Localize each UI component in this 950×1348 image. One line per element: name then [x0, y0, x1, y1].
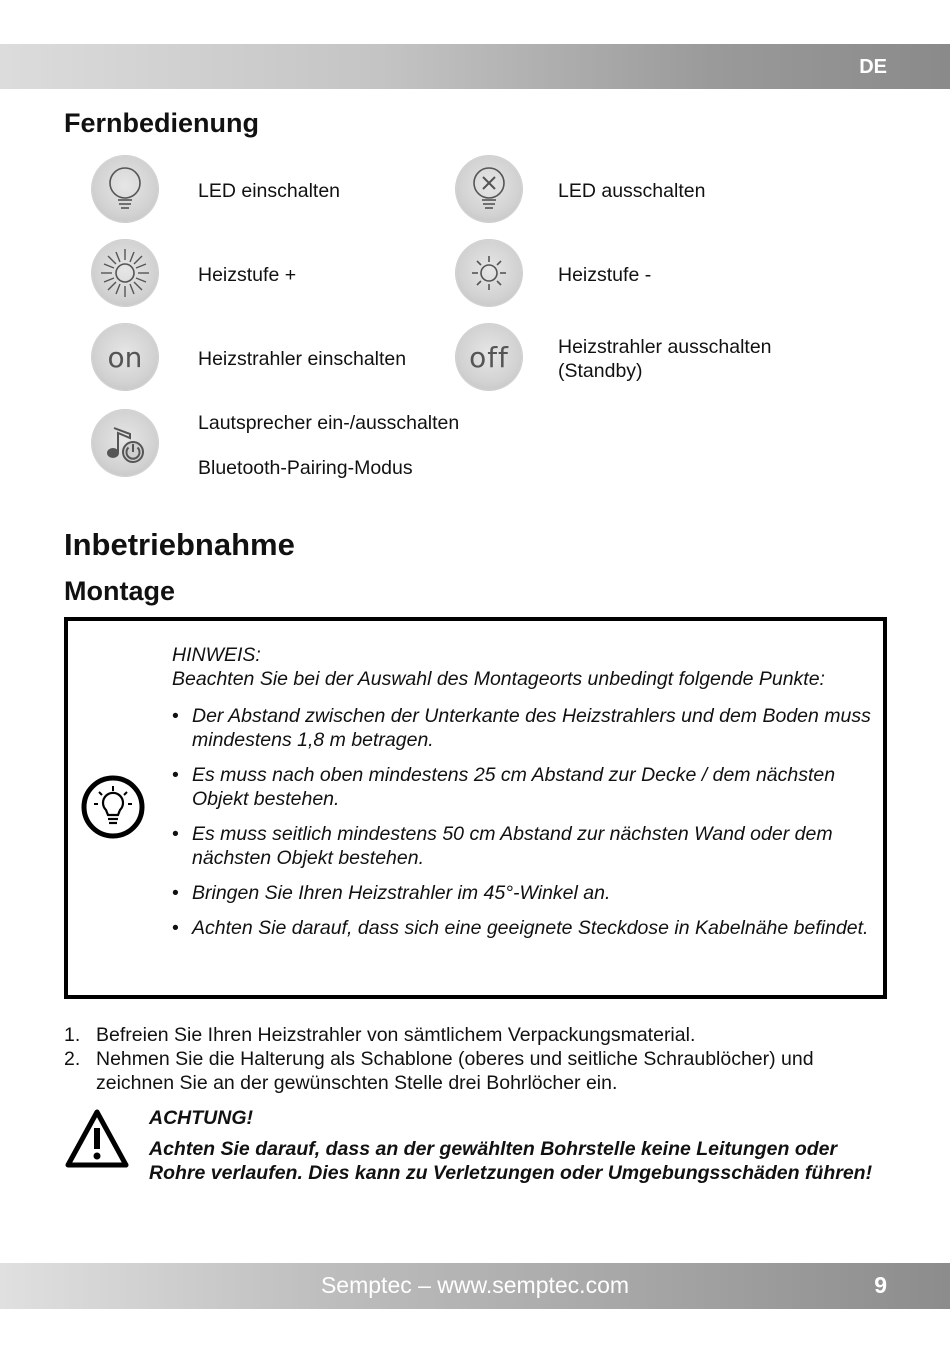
- warning-body: Achten Sie darauf, dass an der gewählten Bohrstelle keine Leitungen oder Rohre verlaufen. Dies kann zu Verletzungen oder Umgebungsschäden führen!: [149, 1138, 873, 1184]
- note-text: [172, 643, 872, 951]
- speaker-music-power-icon: [92, 410, 158, 476]
- steps-list: [64, 1023, 884, 1095]
- led-off-bulb-icon: [456, 156, 522, 222]
- led-on-label: LED einschalten: [198, 180, 341, 202]
- note-box: [64, 617, 887, 999]
- section-subtitle: Montage: [64, 576, 175, 606]
- note-intro: Beachten Sie bei der Auswahl des Montageorts unbedingt folgende Punkte:: [172, 668, 825, 690]
- on-icon-text: on: [107, 340, 143, 374]
- heater-off-label: Heizstrahler ausschalten (Standby): [558, 336, 772, 382]
- section-title: Inbetriebnahme: [64, 527, 295, 562]
- heat-minus-sun-icon: [456, 240, 522, 306]
- off-icon-text: off: [469, 340, 509, 374]
- off-icon: [456, 324, 522, 390]
- step-text: Befreien Sie Ihren Heizstrahler von sämtlichem Verpackungsmaterial.: [96, 1024, 696, 1046]
- step-item: [64, 1047, 884, 1095]
- note-bullet: • Bringen Sie Ihren Heizstrahler im 45°-Winkel an.: [172, 881, 872, 905]
- bluetooth-pairing-label: Bluetooth-Pairing-Modus: [198, 457, 413, 479]
- heater-on-label: Heizstrahler einschalten: [198, 348, 407, 370]
- step-number: 2.: [64, 1048, 81, 1070]
- warning-triangle-icon: [64, 1108, 130, 1170]
- note-title: HINWEIS:: [172, 644, 261, 666]
- note-bullet: • Es muss seitlich mindestens 50 cm Abstand zur nächsten Wand oder dem nächsten Objekt bestehen.: [172, 822, 872, 870]
- on-icon: [92, 324, 158, 390]
- language-label: DE: [859, 56, 887, 78]
- remote-heading: Fernbedienung: [64, 108, 259, 138]
- note-bullet-list: [172, 704, 872, 940]
- heat-plus-label: Heizstufe +: [198, 264, 297, 286]
- note-bullet: • Es muss nach oben mindestens 25 cm Abstand zur Decke / dem nächsten Objekt bestehen.: [172, 763, 872, 811]
- lightbulb-hint-icon: [80, 774, 146, 840]
- speaker-label: Lautsprecher ein-/ausschalten: [198, 412, 460, 434]
- page-number: 9: [874, 1272, 887, 1298]
- led-on-bulb-icon: [92, 156, 158, 222]
- footer-text: Semptec – www.semptec.com: [320, 1272, 630, 1298]
- heat-plus-sun-icon: [92, 240, 158, 306]
- step-text: Nehmen Sie die Halterung als Schablone (oberes und seitliche Schraublöcher) und zeichnen Sie an der gewünschten Stelle drei Bohrlöcher ein.: [96, 1048, 814, 1094]
- heat-minus-label: Heizstufe -: [558, 264, 652, 286]
- step-item: [64, 1023, 884, 1047]
- note-bullet: • Achten Sie darauf, dass sich eine geeignete Steckdose in Kabelnähe befindet.: [172, 916, 872, 940]
- header-bar: [0, 44, 950, 89]
- step-number: 1.: [64, 1024, 81, 1046]
- note-bullet: • Der Abstand zwischen der Unterkante des Heizstrahlers und dem Boden muss mindestens 1,8 m betragen.: [172, 704, 872, 752]
- led-off-label: LED ausschalten: [558, 180, 706, 202]
- warning-title: ACHTUNG!: [149, 1107, 253, 1129]
- footer-bar: [0, 1263, 950, 1309]
- warning-text: [149, 1106, 889, 1185]
